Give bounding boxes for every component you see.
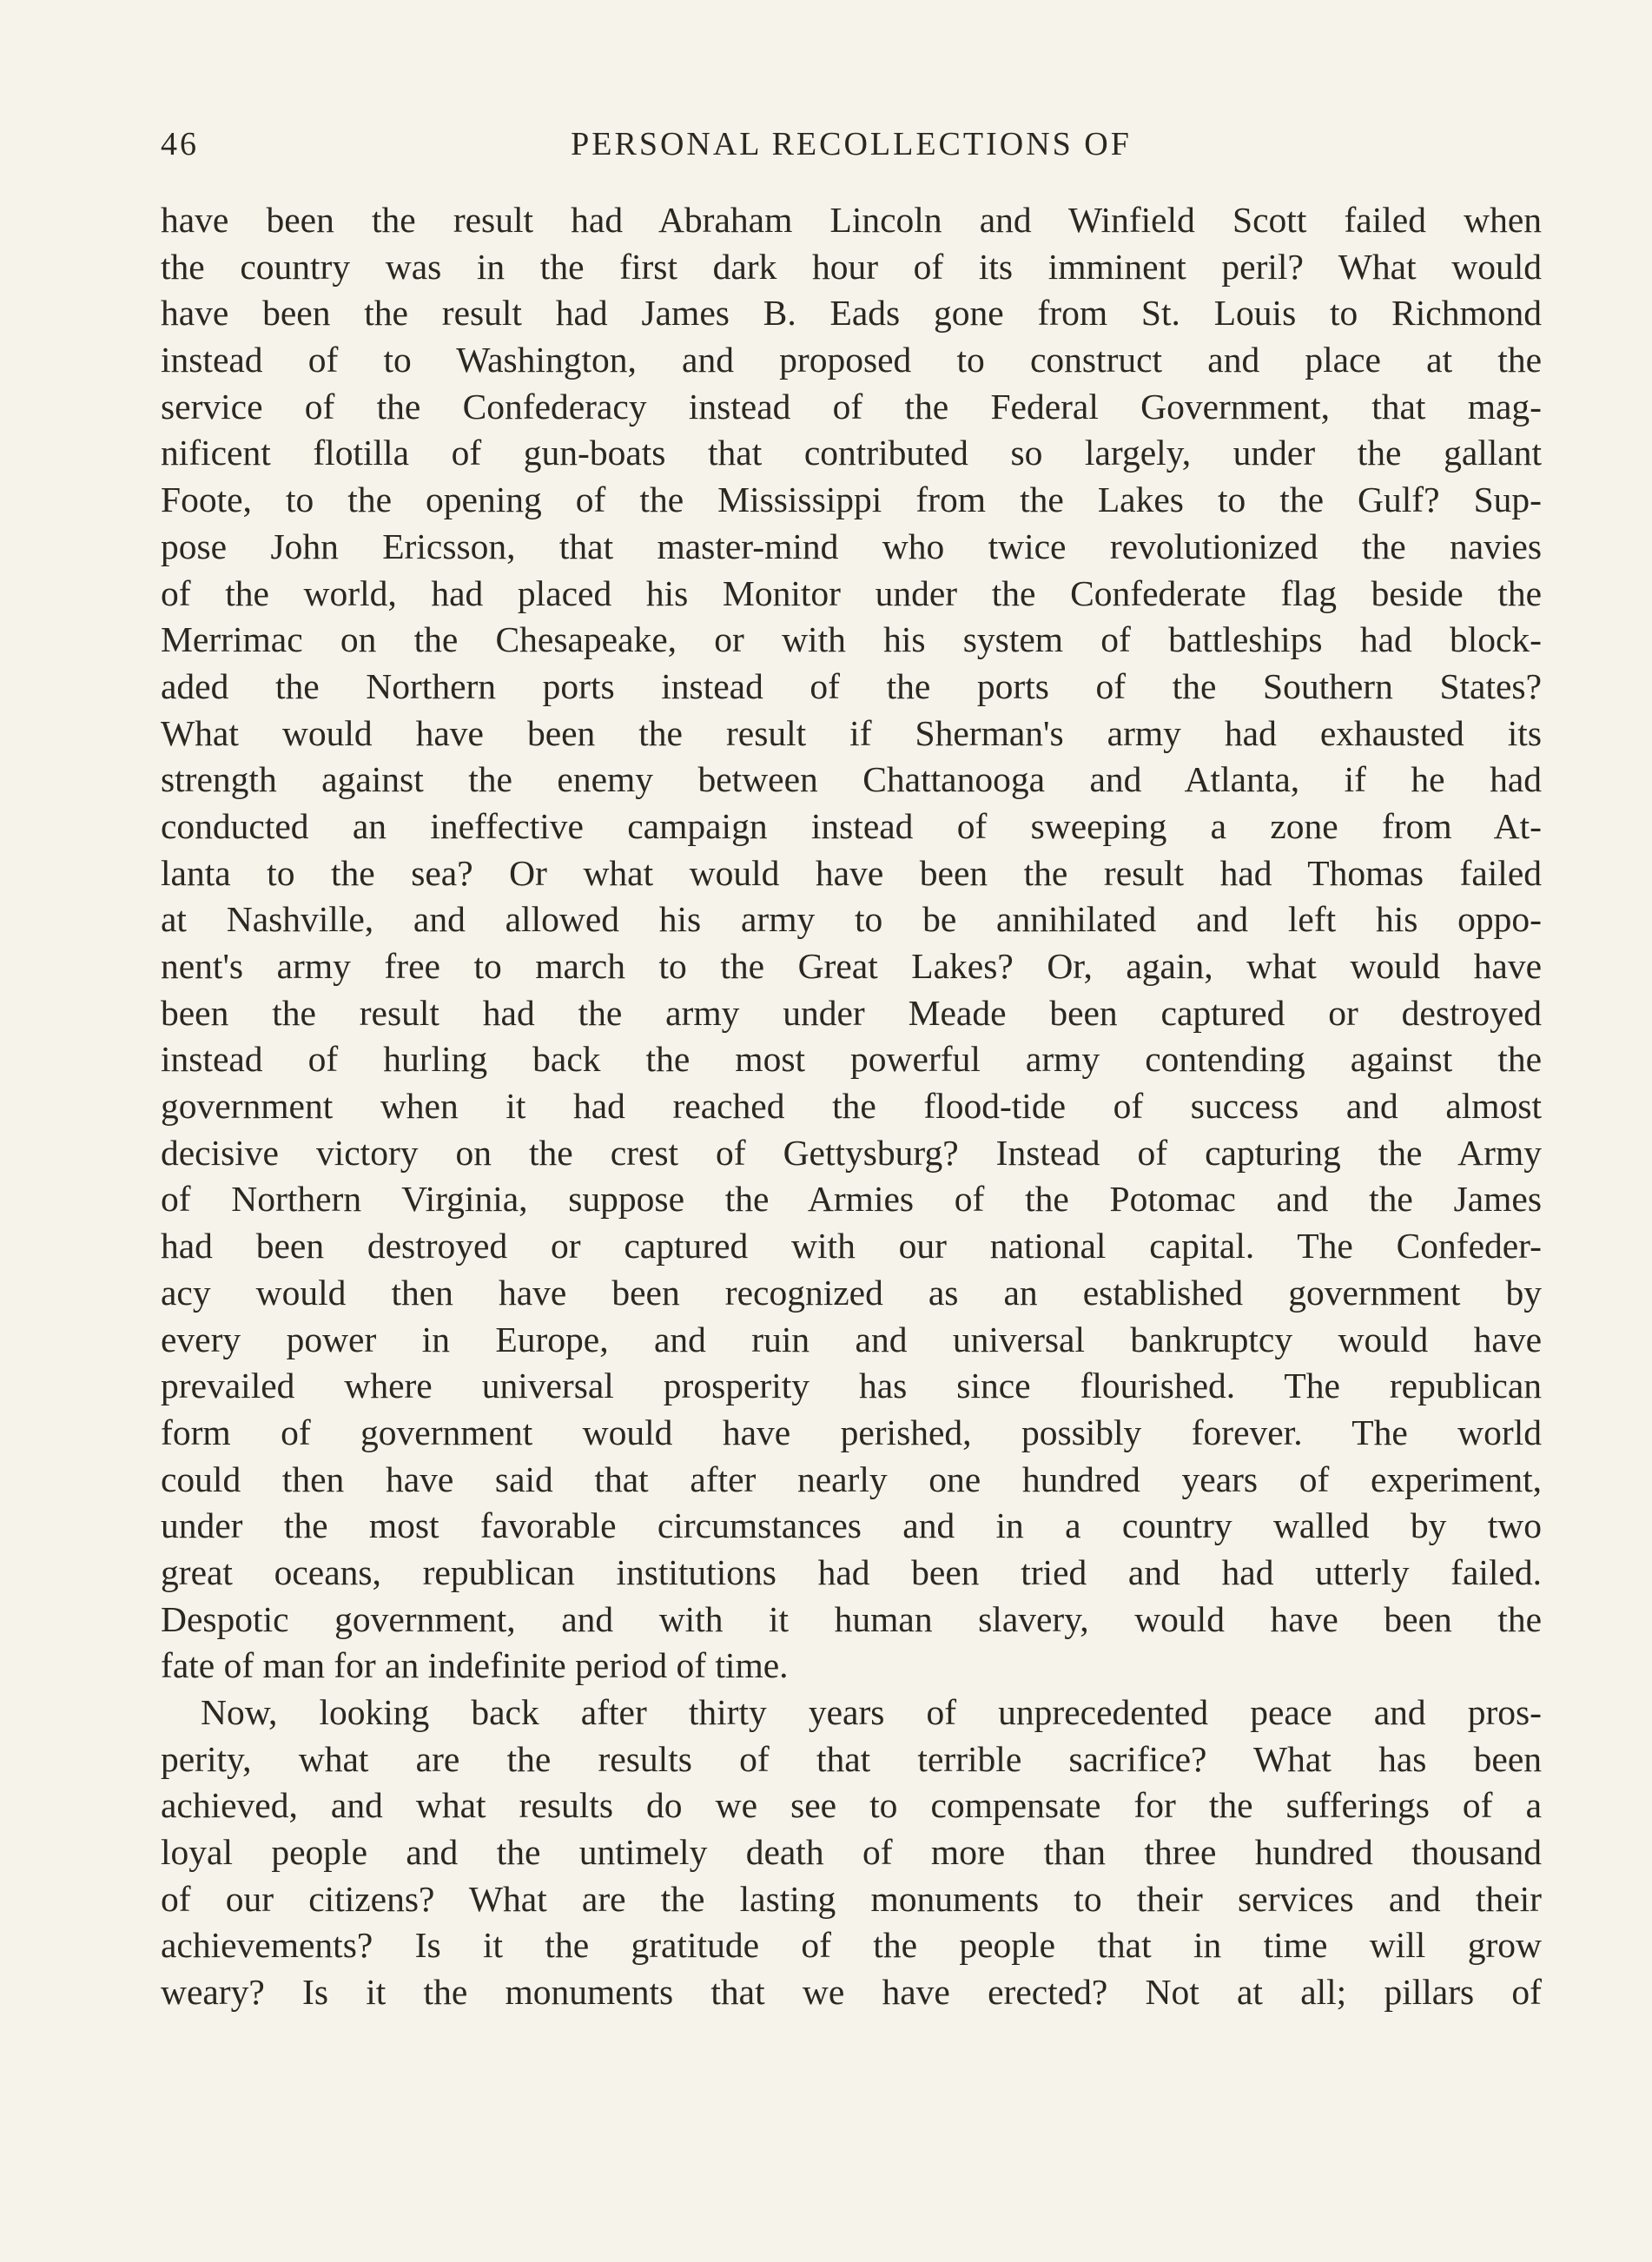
text-line: the country was in the first dark hour of its imminent peril? What would (161, 246, 1542, 287)
text-line: service of the Confederacy instead of the Federal Government, that mag- (161, 386, 1542, 427)
text-line: fate of man for an indefinite period of time. (161, 1645, 789, 1686)
text-line: Despotic government, and with it human slavery, would have been the (161, 1598, 1542, 1639)
text-line: prevailed where universal prosperity has since flourished. The republican (161, 1366, 1542, 1406)
text-line: of Northern Virginia, suppose the Armies of the Potomac and the James (161, 1179, 1542, 1220)
text-line: achievements? Is it the gratitude of the people that in time will grow (161, 1925, 1542, 1966)
text-line: could then have said that after nearly one hundred years of experiment, (161, 1458, 1542, 1499)
text-line: instead of to Washington, and proposed to construct and place at the (161, 340, 1542, 380)
text-line: loyal people and the untimely death of more than three hundred thousand (161, 1832, 1542, 1873)
paragraph (161, 197, 1542, 1690)
text-line: pose John Ericsson, that master-mind who twice revolutionized the navies (161, 526, 1542, 566)
text-line: Foote, to the opening of the Mississippi from the Lakes to the Gulf? Sup- (161, 480, 1542, 520)
text-line: lanta to the sea? Or what would have been the result had Thomas failed (161, 852, 1542, 893)
text-line: of the world, had placed his Monitor under the Confederate flag beside the (161, 572, 1542, 613)
running-head (161, 120, 1542, 169)
text-line: at Nashville, and allowed his army to be annihilated and left his oppo- (161, 899, 1542, 940)
text-line: of our citizens? What are the lasting monuments to their services and their (161, 1878, 1542, 1919)
text-line: have been the result had Abraham Lincoln and Winfield Scott failed when (161, 200, 1542, 240)
text-line: decisive victory on the crest of Gettysburg? Instead of capturing the Army (161, 1132, 1542, 1173)
text-line: instead of hurling back the most powerful army contending against the (161, 1039, 1542, 1080)
text-line: weary? Is it the monuments that we have erected? Not at all; pillars of (161, 1972, 1542, 2013)
text-line: acy would then have been recognized as an established government by (161, 1272, 1542, 1313)
text-line: What would have been the result if Sherman's army had exhausted its (161, 712, 1542, 753)
text-line: Now, looking back after thirty years of unprecedented peace and pros- (201, 1692, 1542, 1732)
text-line: have been the result had James B. Eads gone from St. Louis to Richmond (161, 293, 1542, 334)
text-line: aded the Northern ports instead of the ports of the Southern States? (161, 665, 1542, 706)
page-number: 46 (161, 126, 199, 162)
text-line: conducted an ineffective campaign instead of sweeping a zone from At- (161, 805, 1542, 846)
text-line: strength against the enemy between Chattanooga and Atlanta, if he had (161, 759, 1542, 800)
text-line: perity, what are the results of that terrible sacrifice? What has been (161, 1738, 1542, 1779)
text-line: achieved, and what results do we see to compensate for the sufferings of a (161, 1785, 1542, 1826)
text-line: every power in Europe, and ruin and universal bankruptcy would have (161, 1319, 1542, 1359)
text-line: government when it had reached the flood-tide of success and almost (161, 1086, 1542, 1127)
text-line: great oceans, republican institutions had been tried and had utterly failed. (161, 1551, 1542, 1592)
text-line: Merrimac on the Chesapeake, or with his system of battleships had block- (161, 619, 1542, 660)
body-text (161, 197, 1542, 2016)
text-line: had been destroyed or captured with our national capital. The Confeder- (161, 1226, 1542, 1267)
running-title: PERSONAL RECOLLECTIONS OF (571, 126, 1132, 162)
paragraph (161, 1690, 1542, 2016)
text-line: nificent flotilla of gun-boats that contributed so largely, under the gallant (161, 433, 1542, 473)
text-line: been the result had the army under Meade been captured or destroyed (161, 992, 1542, 1033)
text-line: form of government would have perished, possibly forever. The world (161, 1412, 1542, 1452)
text-line: under the most favorable circumstances and in a country walled by two (161, 1505, 1542, 1546)
text-line: nent's army free to march to the Great Lakes? Or, again, what would have (161, 946, 1542, 986)
